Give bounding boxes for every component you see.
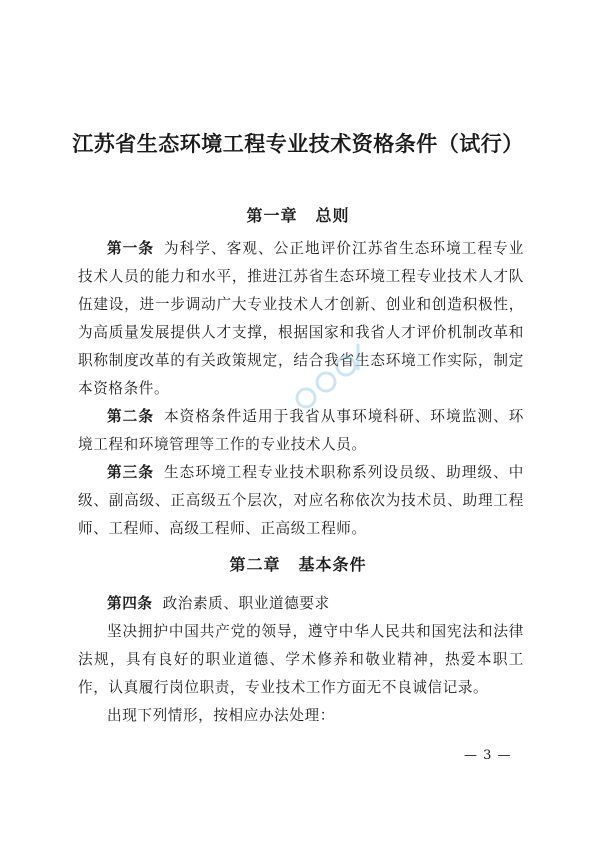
- chapter-two-number: 第二章: [229, 555, 281, 574]
- article-4-label: 第四条: [107, 595, 153, 612]
- chapter-one-number: 第一章: [246, 206, 298, 225]
- document-title: 江苏省生态环境工程专业技术资格条件（试行）: [72, 131, 524, 156]
- page-number: — 3 —: [464, 748, 512, 763]
- article-2-text: 本资格条件适用于我省从事环境科研、环境监测、环境工程和环境管理等工作的专业技术人员。: [78, 408, 524, 453]
- article-3: [78, 459, 524, 543]
- chapter-one-heading: [0, 203, 596, 226]
- chapter-one-name: 总则: [315, 206, 350, 225]
- article-2: [78, 403, 524, 459]
- article-3-text: 生态环境工程专业技术职称系列设员级、助理级、中级、副高级、正高级五个层次，对应名称依次为技术员、助理工程师、工程师、高级工程师、正高级工程师。: [78, 464, 524, 537]
- paragraph-conduct: 坚决拥护中国共产党的领导，遵守中华人民共和国宪法和法律法规，具有良好的职业道德、学术修养和敬业精神，热爱本职工作，认真履行岗位职责，专业技术工作方面无不良诚信记录。: [78, 623, 524, 696]
- chapter-two-heading: [0, 552, 596, 575]
- article-2-label: 第二条: [107, 408, 155, 425]
- article-3-label: 第三条: [107, 464, 155, 481]
- article-4: [78, 590, 524, 618]
- article-1: [78, 235, 524, 403]
- article-1-text: 为科学、客观、公正地评价江苏省生态环境工程专业技术人员的能力和水平，推进江苏省生态环境工程专业技术人才队伍建设，进一步调动广大专业技术人才创新、创业和创造积极性，为高质量发展提供人才支撑，根据国家和我省人才评价机制改革和职称制度改革的有关政策规定，结合我省生态环境工作实际，制定本资格条件。: [78, 240, 524, 397]
- article-1-label: 第一条: [107, 240, 155, 257]
- article-4-text: 政治素质、职业道德要求: [162, 595, 330, 612]
- paragraph-handling: 出现下列情形，按相应办法处理：: [107, 707, 335, 724]
- chapter-two-name: 基本条件: [298, 555, 367, 574]
